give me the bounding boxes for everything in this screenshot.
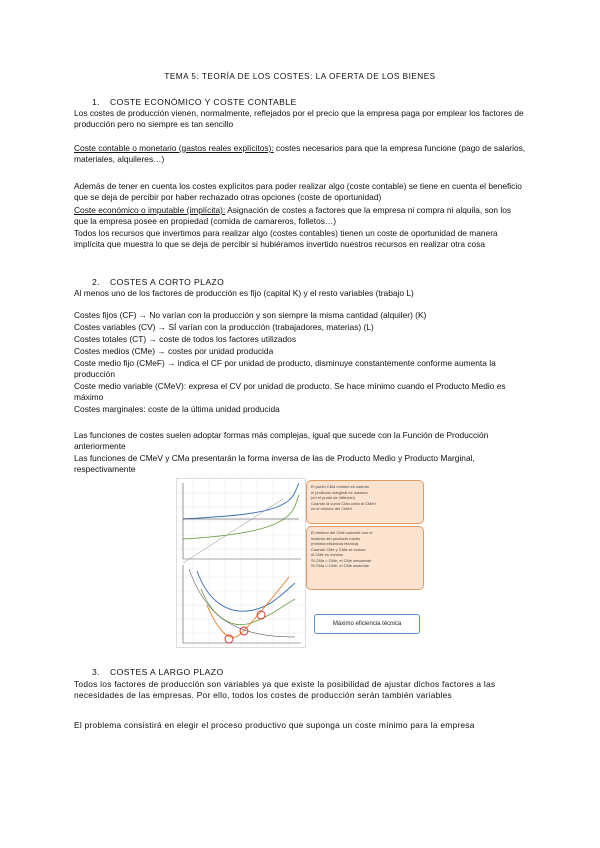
annotation-line: El mínimo del CMe coincide con el xyxy=(311,530,373,535)
annotation-line: el CMe es mínimo xyxy=(311,552,344,557)
annotation-line: Cuando la curva CMa corta al CMeV xyxy=(311,500,377,506)
list-item: Costes variables (CV) → SÍ varían con la producción (trabajadores, materias) (L) xyxy=(74,322,374,332)
annotation-line: máximo del producto medio xyxy=(311,535,361,541)
paragraph: Las funciones de costes suelen adoptar formas más complejas, igual que sucede con la Función de Producción anteriormente xyxy=(74,430,489,452)
section-title: COSTES A LARGO PLAZO xyxy=(110,667,224,677)
paragraph: Al menos uno de los factores de producción es fijo (capital K) y el resto variables (trabajo L) xyxy=(74,288,414,298)
document-title: TEMA 5: TEORÍA DE LOS COSTES: LA OFERTA DE LOS BIENES xyxy=(164,72,436,81)
term: Coste contable o monetario (gastos reales explícitos): xyxy=(74,143,274,153)
gridlines xyxy=(177,479,305,647)
section-title: COSTES A CORTO PLAZO xyxy=(110,277,225,287)
annotation-line: el producto marginal es máximo xyxy=(311,489,368,495)
annotation-line: Cuando CMe y CMa se cortan: xyxy=(311,546,366,552)
section-number: 3. xyxy=(92,667,100,677)
max-efficiency-callout: Máximo eficiencia técnica xyxy=(314,614,420,634)
section-2-heading xyxy=(92,277,224,287)
paragraph: El problema consistirá en elegir el proceso productivo que suponga un coste mínimo para la empresa xyxy=(74,720,475,730)
cost-curves-chart xyxy=(176,478,306,648)
paragraph: Las funciones de CMeV y CMa presentarán la forma inversa de las de Producto Medio y Producto Marginal, respectivamente xyxy=(74,453,475,475)
paragraph xyxy=(74,205,526,228)
annotation-box-2 xyxy=(306,526,424,590)
list-item: Coste medio variable (CMeV): expresa el CV por unidad de producto. Se hace mínimo cuando el Producto Medio es máximo xyxy=(74,381,506,403)
definition: Asignación de costes a factores que la empresa ni compra ni alquila, son los que la empresa posee en propiedad (comida de camareros, folletos…) xyxy=(74,205,512,227)
list-item: Coste medio fijo (CMeF) → indica el CF por unidad de producto, disminuye constantemente conforme aumenta la producción xyxy=(74,358,496,380)
list-item: Costes medios (CMe) → costes por unidad producida xyxy=(74,346,274,356)
annotation-line: Si CMa > CMe, el CMe asciende xyxy=(311,563,370,568)
annotation-line: Si CMa < CMe, el CMe desciende xyxy=(311,557,372,563)
cost-curves-svg xyxy=(177,479,305,647)
paragraph: Todos los factores de producción son variables ya que existe la posibilidad de ajustar dichos factores a las necesidades de las empresas. Por ello, todos los costes de producción serán también variables xyxy=(74,679,496,701)
annotation-box-1 xyxy=(306,480,424,524)
paragraph: Los costes de producción vienen, normalmente, reflejados por el precio que la empresa paga por emplear los factores de producción pero no siempre es tan sencillo xyxy=(74,108,524,130)
annotation-line: (en el punto de inflexión) xyxy=(311,495,355,500)
section-3-heading xyxy=(92,667,224,677)
ray-line xyxy=(183,499,283,563)
section-1-heading xyxy=(92,97,297,107)
list-item: Costes marginales: coste de la última unidad producida xyxy=(74,404,280,414)
annotation-line: es el mínimo del CMeV xyxy=(311,506,353,511)
paragraph: Además de tener en cuenta los costes explícitos para poder realizar algo (coste contable) se tiene en cuenta el beneficio que se deja de percibir por haber rechazado otras opciones (coste de oportunidad) xyxy=(74,181,522,203)
cmef-curve xyxy=(189,569,295,637)
list-item: Costes fijos (CF) → No varían con la producción y son siempre la misma cantidad (alquiler) (K) xyxy=(74,310,427,320)
list-item: Costes totales (CT) → coste de todos los factores utilizados xyxy=(74,334,297,344)
section-number: 2. xyxy=(92,277,100,287)
term: Coste económico o imputable (implícita): xyxy=(74,205,226,215)
definition: costes necesarios para que la empresa funcione (pago de salarios, materiales, alquileres…) xyxy=(74,143,526,165)
cma-curve xyxy=(207,577,289,637)
section-number: 1. xyxy=(92,97,100,107)
cost-curves-figure xyxy=(176,478,428,646)
cmev-curve xyxy=(201,589,295,625)
paragraph xyxy=(74,143,526,166)
annotation-line: El punto CMa mínimo es cuando xyxy=(311,484,370,489)
annotation-line: (mínima eficiencia técnica) xyxy=(311,541,359,546)
section-title: COSTE ECONÓMICO Y COSTE CONTABLE xyxy=(110,97,297,107)
paragraph: Todos los recursos que invertimos para realizar algo (costes contables) tienen un coste de oportunidad de manera implícita que muestra lo que se deja de percibir si hubiéramos invertido nuestros recursos en realizar otra cosa xyxy=(74,228,498,250)
